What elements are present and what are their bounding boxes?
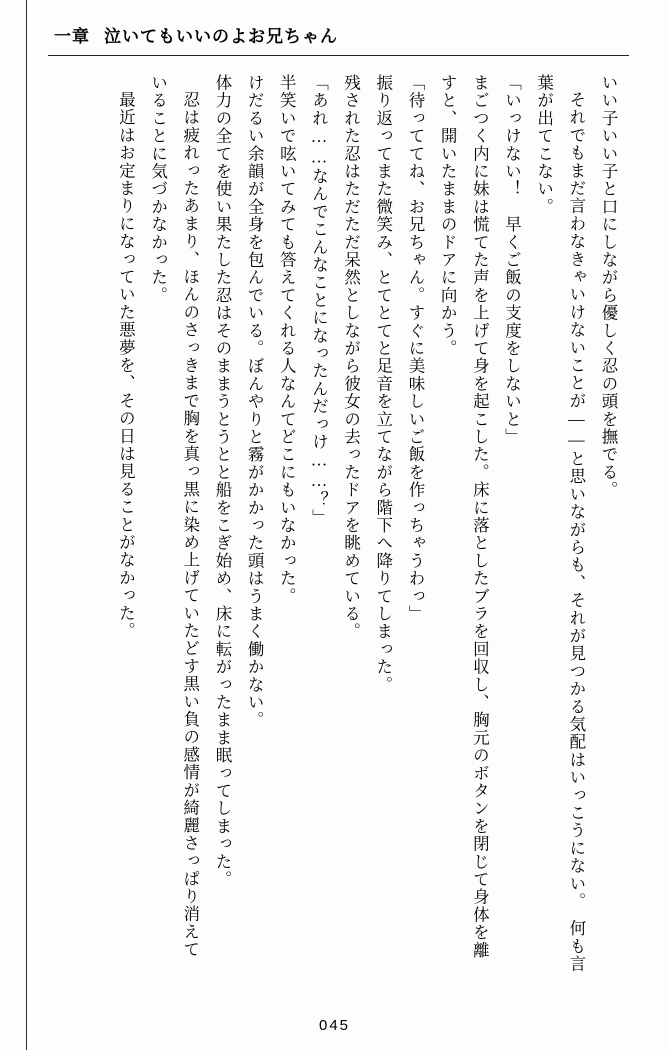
paragraph: けだるい余韻が全身を包んでいる。ぼんやりと霧がかかった頭はうまく働かない。 — [245, 74, 265, 729]
body-text — [44, 74, 624, 974]
paragraph: 残された忍はただただ呆然としながら彼女の去ったドアを眺めている。 — [341, 74, 361, 641]
paragraph: それでもまだ言わなきゃいけないことが――と思いながらも、それが見つかる気配はいっこうにない。 何も言葉が出てこない。 — [534, 74, 586, 973]
paragraph: 「いっけない！ 早くご飯の支度をしないと」 — [502, 74, 522, 446]
paragraph: 振り返ってまた微笑み、とてとてと足音を立てながら階下へ降りてしまった。 — [373, 74, 393, 694]
paragraph: いい子いい子と口にしながら優しく忍の頭を撫でる。 — [599, 74, 618, 499]
paragraph: まごつく内に妹は慌てた声を上げて身を起こした。床に落としたブラを回収し、胸元のボタンを閉じて身体を離すと、開いたままのドアに向かう。 — [438, 74, 490, 960]
spine-rule — [26, 0, 27, 1050]
chapter-title: 泣いてもいいのよお兄ちゃん — [104, 27, 338, 46]
header-text — [54, 22, 338, 47]
page-header — [48, 22, 629, 56]
paragraph: 忍は疲れったあまり、ほんのさっきまで胸を真っ黒に染め上げていたどす黒い負の感情が綺麗さっぱり消えていることに気づかなかった。 — [148, 74, 200, 958]
paragraph: 最近はお定まりになっていた悪夢を、その日は見ることがなかった。 — [116, 90, 136, 640]
paragraph: 「待っててね、お兄ちゃん。すぐに美味しいご飯を作っちゃうわっ」 — [405, 74, 425, 623]
paragraph: 半笑いで呟いてみても答えてくれる人なんてどこにもいなかった。 — [277, 74, 297, 605]
header-divider — [48, 55, 629, 56]
chapter-label: 一章 — [54, 27, 90, 46]
paragraph: 「あれ……なんでこんなことになったんだっけ……？」 — [309, 74, 329, 527]
paragraph: 体力の全てを使い果たした忍はそのままうとうとと船をこぎ始め、床に転がったまま眠ってしまった。 — [212, 74, 232, 889]
page-number: 045 — [318, 1017, 351, 1034]
